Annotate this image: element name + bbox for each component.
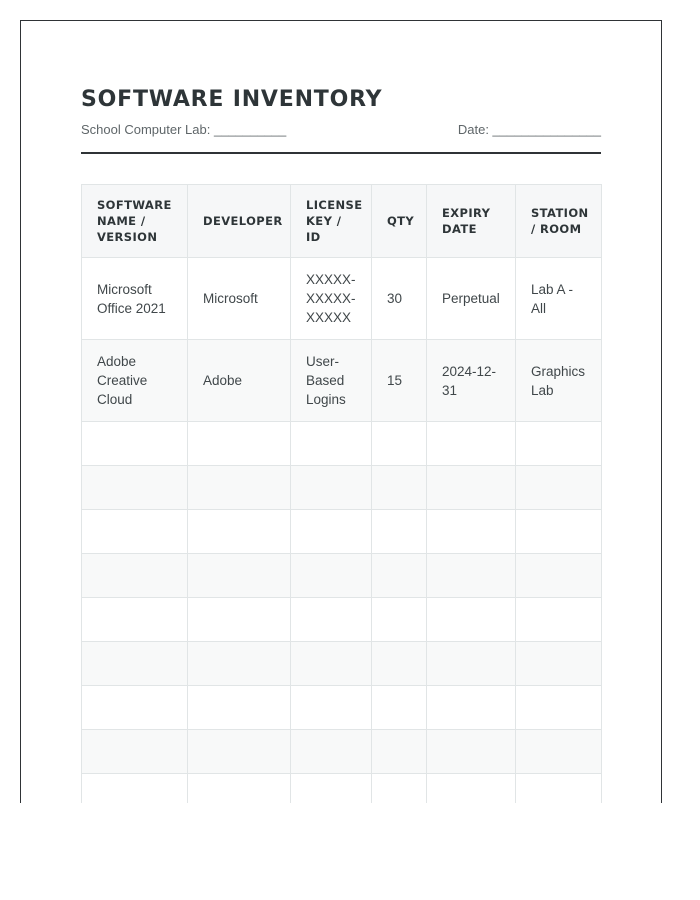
cell-developer[interactable] [188, 422, 291, 466]
cell-station-room[interactable] [516, 686, 602, 730]
cell-license-key[interactable] [291, 730, 372, 774]
cell-expiry-date[interactable] [427, 730, 516, 774]
cell-software-name[interactable] [82, 686, 188, 730]
cell-software-name[interactable] [82, 422, 188, 466]
cell-software-name[interactable] [82, 774, 188, 804]
cell-qty[interactable]: 30 [372, 258, 427, 340]
cell-software-name[interactable] [82, 642, 188, 686]
cell-software-name[interactable] [82, 510, 188, 554]
cell-expiry-date[interactable] [427, 510, 516, 554]
cell-qty[interactable] [372, 730, 427, 774]
cell-station-room[interactable] [516, 554, 602, 598]
cell-license-key[interactable] [291, 510, 372, 554]
cell-station-room[interactable]: Graphics Lab [516, 340, 602, 422]
blank-table-row [82, 730, 602, 774]
cell-license-key[interactable] [291, 774, 372, 804]
cell-developer[interactable] [188, 642, 291, 686]
cell-expiry-date[interactable] [427, 598, 516, 642]
header-software-name: SOFTWARE NAME / VERSION [82, 185, 188, 258]
cell-license-key[interactable] [291, 642, 372, 686]
blank-table-row [82, 510, 602, 554]
cell-developer[interactable]: Adobe [188, 340, 291, 422]
cell-software-name[interactable]: Microsoft Office 2021 [82, 258, 188, 340]
cell-developer[interactable] [188, 466, 291, 510]
blank-table-row [82, 466, 602, 510]
cell-license-key[interactable] [291, 466, 372, 510]
cell-qty[interactable] [372, 422, 427, 466]
header-expiry-date: EXPIRY DATE [427, 185, 516, 258]
table-header-row [82, 185, 602, 258]
cell-expiry-date[interactable]: 2024-12-31 [427, 340, 516, 422]
header-station-room: STATION / ROOM [516, 185, 602, 258]
cell-expiry-date[interactable] [427, 466, 516, 510]
cell-license-key[interactable] [291, 554, 372, 598]
lab-field-label: School Computer Lab: __________ [81, 122, 287, 137]
cell-qty[interactable] [372, 642, 427, 686]
cell-developer[interactable]: Microsoft [188, 258, 291, 340]
cell-qty[interactable] [372, 774, 427, 804]
cell-software-name[interactable] [82, 554, 188, 598]
cell-license-key[interactable]: User-Based Logins [291, 340, 372, 422]
cell-license-key[interactable] [291, 686, 372, 730]
cell-developer[interactable] [188, 730, 291, 774]
cell-qty[interactable] [372, 598, 427, 642]
header-qty: QTY [372, 185, 427, 258]
cell-license-key[interactable] [291, 598, 372, 642]
cell-station-room[interactable] [516, 466, 602, 510]
cell-license-key[interactable]: XXXXX-XXXXX-XXXXX [291, 258, 372, 340]
cell-station-room[interactable] [516, 598, 602, 642]
cell-developer[interactable] [188, 774, 291, 804]
blank-table-row [82, 422, 602, 466]
cell-software-name[interactable] [82, 730, 188, 774]
cell-developer[interactable] [188, 598, 291, 642]
cell-software-name[interactable] [82, 466, 188, 510]
inventory-table [81, 184, 602, 803]
cell-station-room[interactable] [516, 774, 602, 804]
blank-table-row [82, 554, 602, 598]
header-license-key: LICENSE KEY / ID [291, 185, 372, 258]
cell-station-room[interactable] [516, 730, 602, 774]
cell-qty[interactable] [372, 554, 427, 598]
date-field-label: Date: _______________ [457, 122, 601, 137]
cell-station-room[interactable] [516, 642, 602, 686]
cell-station-room[interactable] [516, 422, 602, 466]
cell-expiry-date[interactable] [427, 774, 516, 804]
blank-table-row [82, 774, 602, 804]
blank-table-row [82, 642, 602, 686]
cell-qty[interactable] [372, 466, 427, 510]
cell-expiry-date[interactable] [427, 422, 516, 466]
cell-qty[interactable]: 15 [372, 340, 427, 422]
meta-row [81, 122, 601, 142]
blank-table-row [82, 686, 602, 730]
inventory-sheet [20, 20, 662, 803]
table-row [82, 340, 602, 422]
cell-developer[interactable] [188, 686, 291, 730]
cell-expiry-date[interactable] [427, 642, 516, 686]
header-developer: DEVELOPER [188, 185, 291, 258]
table-row [82, 258, 602, 340]
cell-software-name[interactable]: Adobe Creative Cloud [82, 340, 188, 422]
document-title: SOFTWARE INVENTORY [81, 87, 383, 112]
cell-qty[interactable] [372, 510, 427, 554]
cell-qty[interactable] [372, 686, 427, 730]
cell-software-name[interactable] [82, 598, 188, 642]
header-divider [81, 152, 601, 154]
cell-station-room[interactable]: Lab A - All [516, 258, 602, 340]
blank-table-row [82, 598, 602, 642]
cell-license-key[interactable] [291, 422, 372, 466]
cell-expiry-date[interactable]: Perpetual [427, 258, 516, 340]
cell-developer[interactable] [188, 554, 291, 598]
cell-developer[interactable] [188, 510, 291, 554]
cell-expiry-date[interactable] [427, 554, 516, 598]
cell-station-room[interactable] [516, 510, 602, 554]
cell-expiry-date[interactable] [427, 686, 516, 730]
